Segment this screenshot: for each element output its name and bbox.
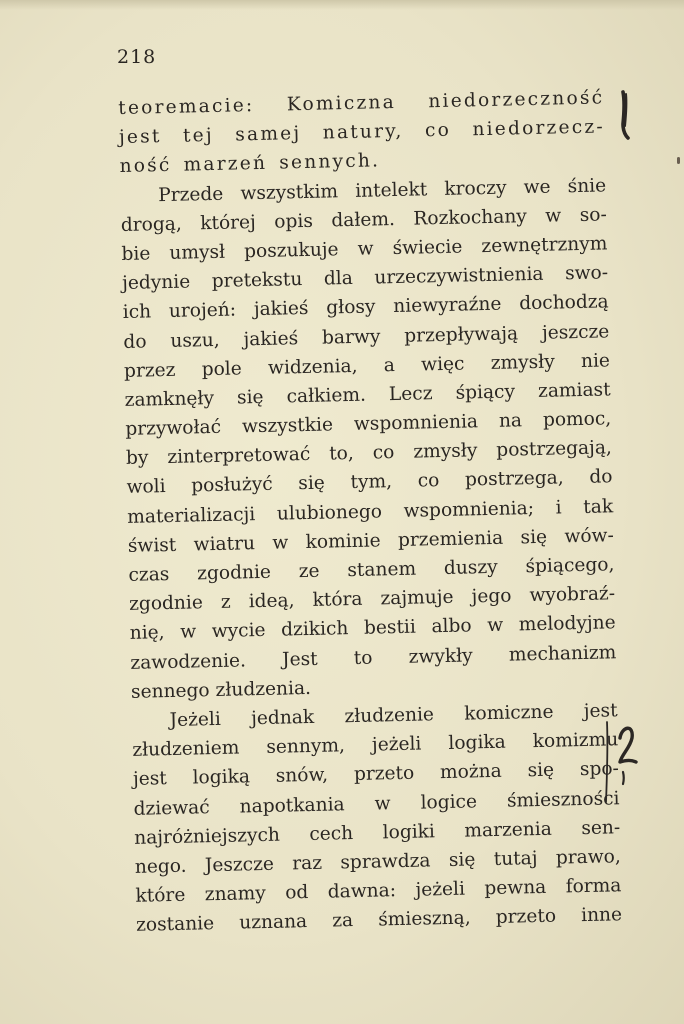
text-line: drogą, której opis dałem. Rozkochany w so- <box>120 204 607 236</box>
text-line: ich urojeń: jakieś głosy niewyraźne dochodzą <box>122 291 609 324</box>
text-line: nię, w wycie dzikich bestii albo w melodyjne <box>129 612 616 645</box>
text-line: nego. Jeszcze raz sprawdza się tutaj prawo, <box>134 846 621 878</box>
text-line: świst wiatru w kominie przemienia się wów- <box>127 525 614 557</box>
text-line: które znamy od dawna: jeżeli pewna forma <box>135 875 622 907</box>
text-line: jest logiką snów, przeto można się spo- <box>132 758 620 791</box>
text-line: najróżniejszych cech logiki marzenia sen- <box>134 816 621 849</box>
text-line: jest tej samej natury, co niedorzecz- <box>118 116 606 149</box>
text-line: Jeżeli jednak złudzenie komiczne jest <box>169 700 618 731</box>
text-line: złudzeniem sennym, jeżeli logika komizmu <box>132 729 619 761</box>
text-line: by zinterpretować to, co zmysły postrzegają, <box>125 437 613 470</box>
ink-speck <box>677 157 680 164</box>
text-line: zgodnie z ideą, która zajmuje jego wyobraź- <box>128 583 616 616</box>
text-line: bie umysł poszukuje w świecie zewnętrznym <box>121 233 608 265</box>
page-edge-shadow <box>0 0 684 10</box>
text-line: teoremacie: Komiczna niedorzeczność <box>118 87 605 119</box>
text-line: zamknęły się całkiem. Lecz śpiący zamiast <box>124 379 611 411</box>
text-line: dziewać napotkania w logice śmieszności <box>133 787 620 820</box>
text-line: sennego złudzenia. <box>130 677 312 703</box>
text-line: czas zgodnie ze stanem duszy śpiącego, <box>128 554 615 586</box>
numeral-pencil-mark-icon <box>604 716 642 806</box>
body-text <box>118 83 622 940</box>
text-line: przez pole widzenia, a więc zmysły nie <box>123 350 611 382</box>
text-line: jedynie pretekstu dla urzeczywistnienia swo- <box>121 262 609 295</box>
text-line: zawodzenie. Jest to zwykły mechanizm <box>130 641 617 674</box>
text-line: ność marzeń sennych. <box>119 150 381 178</box>
text-line: przywołać wszystkie wspomnienia na pomoc, <box>125 408 612 440</box>
text-line: woli posłużyć się tym, co postrzega, do <box>126 466 613 499</box>
text-line: materializacji ulubionego wspomnienia; i tak <box>127 495 614 528</box>
bracket-pencil-mark-icon <box>619 90 633 140</box>
text-line: do uszu, jakieś barwy przepływają jeszcze <box>123 320 610 353</box>
text-line: Przede wszystkim intelekt kroczy we śnie <box>157 174 607 206</box>
text-line: zostanie uznana za śmieszną, przeto inne <box>135 904 623 937</box>
page-number: 218 <box>117 46 157 68</box>
